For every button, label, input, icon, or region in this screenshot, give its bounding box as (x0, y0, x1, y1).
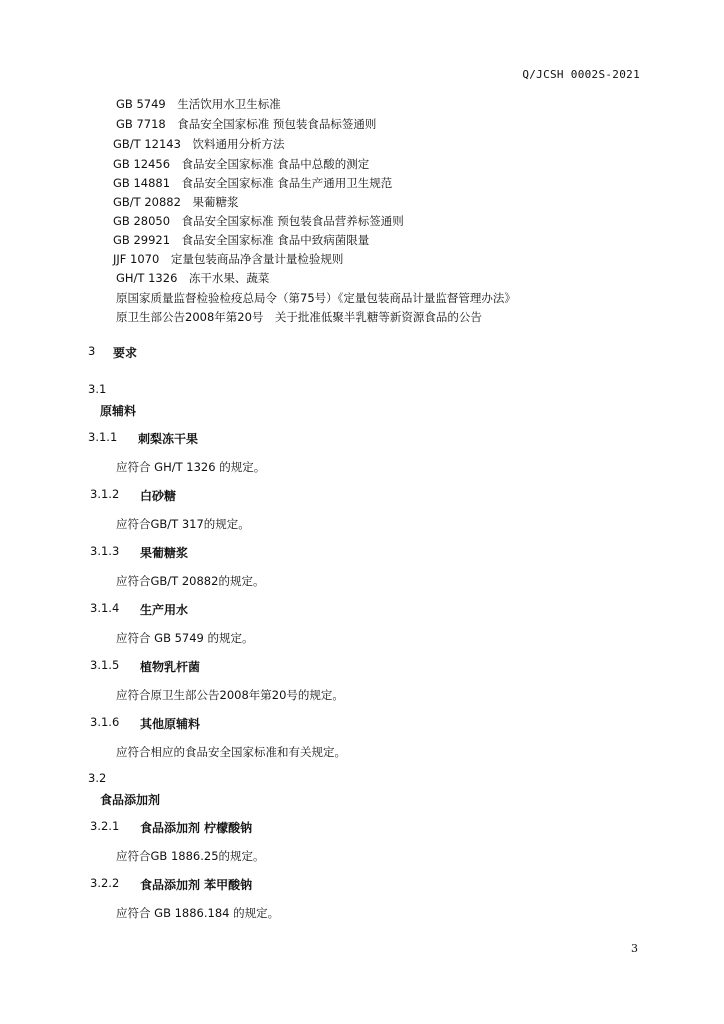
section-title: 食品添加剂 (100, 793, 161, 807)
clause-text: 应符合相应的食品安全国家标准和有关规定。 (116, 745, 346, 759)
reference-item: GB 28050 食品安全国家标准 预包装食品营养标签通则 (113, 214, 404, 228)
reference-item: 原卫生部公告2008年第20号 关于批准低聚半乳糖等新资源食品的公告 (116, 310, 482, 324)
subsection-number: 3.1.5 (90, 658, 120, 672)
subsection-title: 白砂糖 (140, 489, 177, 503)
section-number: 3.1 (88, 382, 107, 396)
subsection-title: 植物乳杆菌 (140, 660, 201, 674)
subsection-title: 食品添加剂 苯甲酸钠 (140, 878, 253, 892)
reference-item: GB 29921 食品安全国家标准 食品中致病菌限量 (113, 233, 370, 247)
section-number: 3 (88, 344, 96, 358)
subsection-title: 果葡糖浆 (140, 546, 189, 560)
subsection-number: 3.1.1 (88, 430, 118, 444)
subsection-number: 3.2.2 (90, 876, 120, 890)
subsection-number: 3.1.4 (90, 601, 120, 615)
reference-item: 原国家质量监督检验检疫总局令（第75号）《定量包装商品计量监督管理办法》 (116, 291, 516, 305)
clause-text: 应符合 GB 1886.184 的规定。 (116, 906, 280, 920)
reference-item: GH/T 1326 冻干水果、蔬菜 (116, 271, 270, 285)
clause-text: 应符合原卫生部公告2008年第20号的规定。 (116, 688, 344, 702)
subsection-number: 3.1.3 (90, 544, 120, 558)
reference-item: GB/T 20882 果葡糖浆 (113, 195, 239, 209)
section-title: 原辅料 (100, 404, 137, 418)
subsection-title: 刺梨冻干果 (138, 432, 199, 446)
reference-item: GB/T 12143 饮料通用分析方法 (113, 137, 285, 151)
clause-text: 应符合GB 1886.25的规定。 (116, 849, 265, 863)
subsection-title: 其他原辅料 (140, 717, 201, 731)
document-header-code: Q/JCSH 0002S-2021 (522, 68, 640, 81)
clause-text: 应符合 GB 5749 的规定。 (116, 631, 254, 645)
reference-item: GB 12456 食品安全国家标准 食品中总酸的测定 (113, 157, 370, 171)
subsection-number: 3.1.2 (90, 487, 120, 501)
section-number: 3.2 (88, 771, 107, 785)
subsection-title: 食品添加剂 柠檬酸钠 (140, 821, 253, 835)
reference-item: GB 5749 生活饮用水卫生标准 (116, 97, 281, 111)
clause-text: 应符合GB/T 317的规定。 (116, 517, 250, 531)
subsection-number: 3.2.1 (90, 819, 120, 833)
subsection-number: 3.1.6 (90, 715, 120, 729)
section-title: 要求 (113, 346, 138, 360)
reference-item: GB 14881 食品安全国家标准 食品生产通用卫生规范 (113, 176, 393, 190)
page-number: 3 (631, 942, 638, 955)
reference-item: JJF 1070 定量包装商品净含量计量检验规则 (113, 252, 344, 266)
clause-text: 应符合 GH/T 1326 的规定。 (116, 460, 266, 474)
subsection-title: 生产用水 (140, 603, 189, 617)
reference-item: GB 7718 食品安全国家标准 预包装食品标签通则 (116, 117, 377, 131)
clause-text: 应符合GB/T 20882的规定。 (116, 574, 265, 588)
